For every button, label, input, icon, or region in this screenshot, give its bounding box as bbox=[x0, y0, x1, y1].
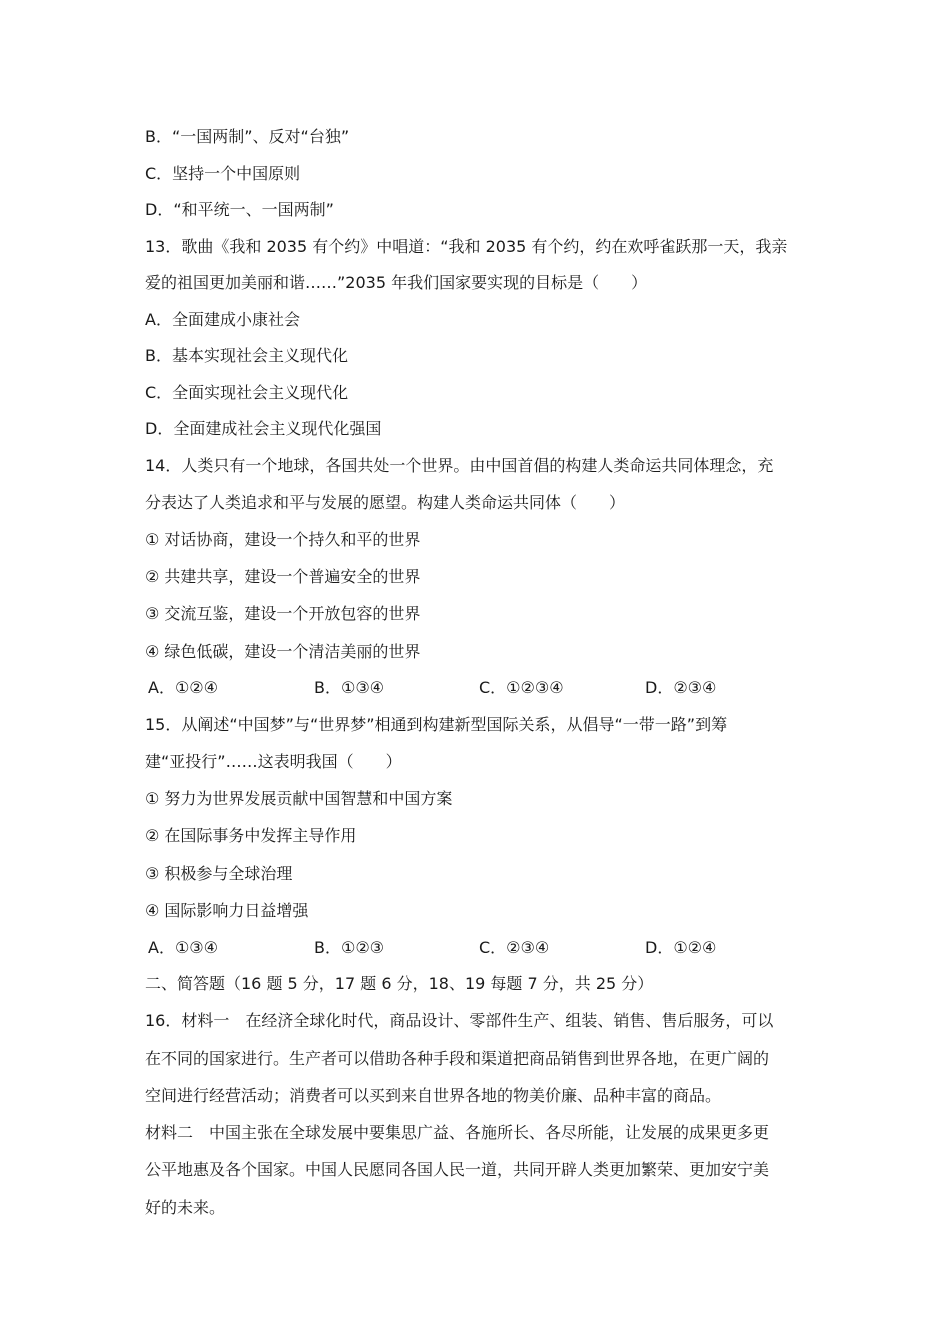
q14-option-b: B．①③④ bbox=[314, 678, 385, 697]
q13-option-a: A．全面建成小康社会 bbox=[145, 310, 300, 329]
q16-material-2-line-1: 材料二 中国主张在全球发展中要集思广益、各施所长、各尽所能，让发展的成果更多更 bbox=[145, 1123, 770, 1142]
q12-option-d: D．“和平统一、一国两制” bbox=[145, 200, 334, 219]
q15-stem-line-2: 建“亚投行”……这表明我国（ ） bbox=[145, 752, 402, 771]
q14-option-c: C．①②③④ bbox=[479, 678, 564, 697]
q14-option-d: D．②③④ bbox=[645, 678, 717, 697]
q16-material-2-line-3: 好的未来。 bbox=[145, 1198, 226, 1217]
q14-item-2: ② 共建共享，建设一个普遍安全的世界 bbox=[145, 567, 421, 586]
q14-option-a: A．①②④ bbox=[148, 678, 218, 697]
q16-material-1-line-1: 16．材料一 在经济全球化时代，商品设计、零部件生产、组装、销售、售后服务，可以 bbox=[145, 1011, 774, 1030]
q14-stem-line-1: 14．人类只有一个地球，各国共处一个世界。由中国首倡的构建人类命运共同体理念，充 bbox=[145, 456, 774, 475]
q15-option-b: B．①②③ bbox=[314, 938, 385, 957]
q15-item-2: ② 在国际事务中发挥主导作用 bbox=[145, 826, 357, 845]
q12-option-c: C．坚持一个中国原则 bbox=[145, 164, 301, 183]
q15-option-a: A．①③④ bbox=[148, 938, 218, 957]
q14-item-3: ③ 交流互鉴，建设一个开放包容的世界 bbox=[145, 604, 421, 623]
q15-item-3: ③ 积极参与全球治理 bbox=[145, 864, 293, 883]
q15-option-d: D．①②④ bbox=[645, 938, 717, 957]
q14-stem-line-2: 分表达了人类追求和平与发展的愿望。构建人类命运共同体（ ） bbox=[145, 493, 626, 512]
q12-option-b: B．“一国两制”、反对“台独” bbox=[145, 127, 350, 146]
q13-option-d: D．全面建成社会主义现代化强国 bbox=[145, 419, 382, 438]
q16-material-2-line-2: 公平地惠及各个国家。中国人民愿同各国人民一道，共同开辟人类更加繁荣、更加安宁美 bbox=[145, 1160, 770, 1179]
q13-stem-line-2: 爱的祖国更加美丽和谐……”2035 年我们国家要实现的目标是（ ） bbox=[145, 273, 648, 292]
q15-item-4: ④ 国际影响力日益增强 bbox=[145, 901, 309, 920]
q13-stem-line-1: 13．歌曲《我和 2035 有个约》中唱道：“我和 2035 有个约，约在欢呼雀跃那一天，我亲 bbox=[145, 237, 788, 256]
q14-item-1: ① 对话协商，建设一个持久和平的世界 bbox=[145, 530, 421, 549]
q15-item-1: ① 努力为世界发展贡献中国智慧和中国方案 bbox=[145, 789, 453, 808]
q16-material-1-line-2: 在不同的国家进行。生产者可以借助各种手段和渠道把商品销售到世界各地，在更广阔的 bbox=[145, 1049, 770, 1068]
q13-option-c: C．全面实现社会主义现代化 bbox=[145, 383, 349, 402]
q16-material-1-line-3: 空间进行经营活动；消费者可以买到来自世界各地的物美价廉、品种丰富的商品。 bbox=[145, 1086, 722, 1105]
section-2-heading: 二、简答题（16 题 5 分，17 题 6 分，18、19 每题 7 分，共 25 分） bbox=[145, 974, 654, 993]
q13-option-b: B．基本实现社会主义现代化 bbox=[145, 346, 348, 365]
q14-item-4: ④ 绿色低碳，建设一个清洁美丽的世界 bbox=[145, 642, 421, 661]
q15-option-c: C．②③④ bbox=[479, 938, 550, 957]
q15-stem-line-1: 15．从阐述“中国梦”与“世界梦”相通到构建新型国际关系，从倡导“一带一路”到筹 bbox=[145, 715, 728, 734]
